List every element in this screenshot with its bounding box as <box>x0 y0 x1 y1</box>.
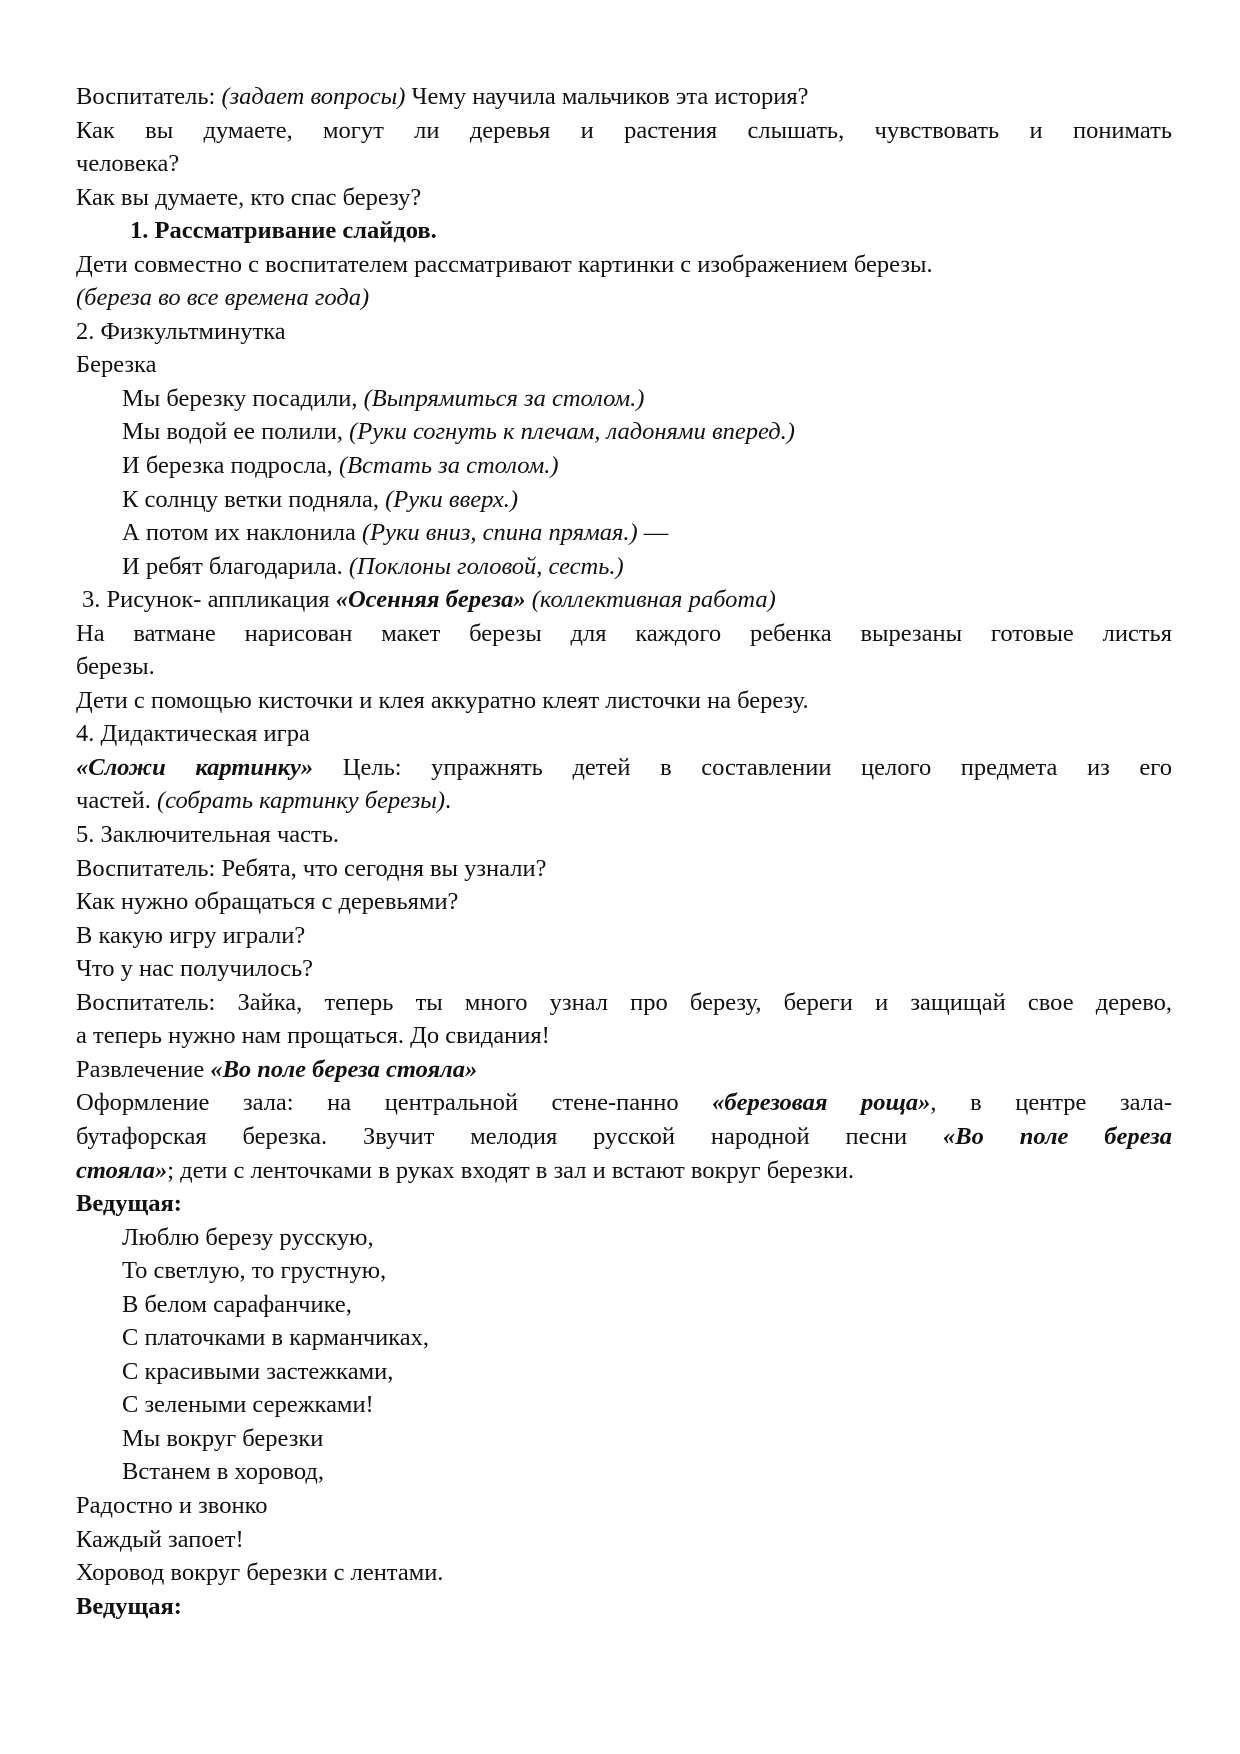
text-segment: бутафорская березка. Звучит мелодия русской народной песни <box>76 1122 944 1150</box>
text-segment: Дети с помощью кисточки и клея аккуратно клеят листочки на березу. <box>76 686 809 714</box>
text-segment: 2. Физкультминутка <box>76 317 286 345</box>
text-line <box>76 1086 1172 1120</box>
text-line <box>76 415 1172 449</box>
text-line <box>76 80 1172 114</box>
text-segment: (Встать за столом.) <box>338 452 559 480</box>
text-segment: Как нужно обращаться с деревьями? <box>76 888 459 916</box>
text-segment: Что у нас получилось? <box>76 955 313 983</box>
text-segment: (Руки вниз, спина прямая.) <box>361 519 638 547</box>
text-line <box>76 516 1172 550</box>
text-segment: Чему научила мальчиков эта история? <box>405 83 809 110</box>
text-line <box>76 1590 1172 1624</box>
text-segment: И березка подросла, <box>122 452 339 480</box>
text-line <box>76 214 1172 248</box>
text-segment: С красивыми застежками, <box>122 1357 394 1385</box>
text-line <box>76 852 1172 886</box>
text-segment: Дети совместно с воспитателем рассматривают картинки с изображением березы. <box>76 250 933 278</box>
text-line <box>76 717 1172 751</box>
text-segment: «березовая роща» <box>712 1089 931 1117</box>
text-segment: А потом их наклонила <box>122 519 362 547</box>
text-segment: В какую игру играли? <box>76 921 306 949</box>
text-segment: Люблю березу русскую, <box>122 1223 374 1251</box>
text-segment: (Руки согнуть к плечам, ладонями вперед.) <box>349 418 795 446</box>
text-line <box>76 1489 1172 1523</box>
text-line <box>76 784 1172 818</box>
text-segment: — <box>637 519 669 547</box>
text-line <box>76 583 1172 617</box>
text-segment: (Руки вверх.) <box>385 485 518 513</box>
text-line <box>76 952 1172 986</box>
text-line <box>76 348 1172 382</box>
text-line <box>76 1455 1172 1489</box>
text-line <box>76 449 1172 483</box>
text-segment: 4. Дидактическая игра <box>76 720 310 748</box>
text-line <box>76 684 1172 718</box>
text-segment: С зелеными сережками! <box>122 1391 374 1419</box>
text-segment: Воспитатель: Ребята, что сегодня вы узнали? <box>76 854 547 882</box>
text-line <box>76 617 1172 651</box>
text-segment: ; дети с ленточками в руках входят в зал и встают вокруг березки. <box>167 1156 854 1184</box>
text-segment: 1. Рассматривание слайдов. <box>130 217 437 245</box>
text-line <box>76 1053 1172 1087</box>
text-segment: Хоровод вокруг березки с лентами. <box>76 1559 444 1587</box>
text-segment: , в центре зала- <box>930 1089 1172 1117</box>
text-segment: (задает вопросы) <box>221 83 406 110</box>
text-line <box>76 550 1172 584</box>
text-segment: Как вы думаете, кто спас березу? <box>76 183 422 211</box>
text-segment: Мы вокруг березки <box>122 1424 324 1452</box>
text-line <box>76 114 1172 148</box>
text-segment: «Во поле береза стояла» <box>210 1055 478 1083</box>
text-segment: 3. Рисунок- аппликация <box>82 586 336 614</box>
text-segment: «Во поле береза <box>943 1122 1172 1150</box>
text-segment: Воспитатель: Зайка, теперь ты много узнал про березу, береги и защищай свое дерево, <box>76 988 1172 1016</box>
text-segment: 5. Заключительная часть. <box>76 821 340 849</box>
text-segment: И ребят благодарила. <box>122 552 349 580</box>
text-segment: Березка <box>76 351 157 379</box>
text-line <box>76 1120 1172 1154</box>
text-segment: Каждый запоет! <box>76 1525 244 1553</box>
text-line <box>76 1187 1172 1221</box>
text-line <box>76 1154 1172 1188</box>
text-segment: Мы водой ее полили, <box>122 418 350 446</box>
text-segment: Мы березку посадили, <box>122 384 364 412</box>
text-line <box>76 650 1172 684</box>
text-segment: человека? <box>76 150 180 178</box>
text-line <box>76 1523 1172 1557</box>
text-segment: С платочками в карманчиках, <box>122 1324 430 1352</box>
text-line <box>76 751 1172 785</box>
text-line <box>76 1355 1172 1389</box>
text-segment: (коллективная работа) <box>531 586 776 614</box>
text-segment: Воспитатель: <box>76 83 222 110</box>
text-segment: стояла» <box>76 1156 168 1184</box>
text-segment: То светлую, то грустную, <box>122 1257 387 1285</box>
text-line <box>76 818 1172 852</box>
text-segment: «Осенняя береза» <box>335 586 526 614</box>
text-segment: (Выпрямиться за столом.) <box>363 384 645 412</box>
text-line <box>76 986 1172 1020</box>
text-line <box>76 248 1172 282</box>
text-line <box>76 1321 1172 1355</box>
text-segment: частей. <box>76 787 158 815</box>
text-segment: (собрать картинку березы) <box>157 787 446 815</box>
text-line <box>76 382 1172 416</box>
text-line <box>76 1019 1172 1053</box>
text-segment: а теперь нужно нам прощаться. До свидания! <box>76 1022 550 1050</box>
text-segment: березы. <box>76 653 155 681</box>
text-segment: Встанем в хоровод, <box>122 1458 325 1486</box>
text-segment: . <box>445 787 452 815</box>
text-segment: Радостно и звонко <box>76 1491 268 1519</box>
text-segment: Ведущая: <box>76 1190 182 1218</box>
text-segment: «Сложи картинку» <box>76 753 314 781</box>
text-segment: К солнцу ветки подняла, <box>122 485 386 513</box>
text-segment: Ведущая: <box>76 1592 182 1620</box>
text-line <box>76 147 1172 181</box>
text-segment: (береза во все времена года) <box>76 284 370 312</box>
text-line <box>76 281 1172 315</box>
text-line <box>76 483 1172 517</box>
text-segment: В белом сарафанчике, <box>122 1290 352 1318</box>
text-line <box>76 1288 1172 1322</box>
text-segment: Как вы думаете, могут ли деревья и растения слышать, чувствовать и понимать <box>76 116 1172 144</box>
text-line <box>76 1254 1172 1288</box>
text-segment: Оформление зала: на центральной стене-панно <box>76 1089 713 1117</box>
text-line <box>76 1388 1172 1422</box>
text-segment: (Поклоны головой, сесть.) <box>348 552 624 580</box>
text-line <box>76 181 1172 215</box>
text-segment: Цель: упражнять детей в составлении целого предмета из его <box>313 753 1172 781</box>
text-line <box>76 885 1172 919</box>
text-line <box>76 1422 1172 1456</box>
text-line <box>76 315 1172 349</box>
text-segment: Развлечение <box>76 1055 211 1083</box>
text-segment: На ватмане нарисован макет березы для каждого ребенка вырезаны готовые листья <box>76 619 1172 647</box>
text-line <box>76 1221 1172 1255</box>
text-line <box>76 919 1172 953</box>
document-page <box>76 80 1172 1623</box>
text-line <box>76 1556 1172 1590</box>
